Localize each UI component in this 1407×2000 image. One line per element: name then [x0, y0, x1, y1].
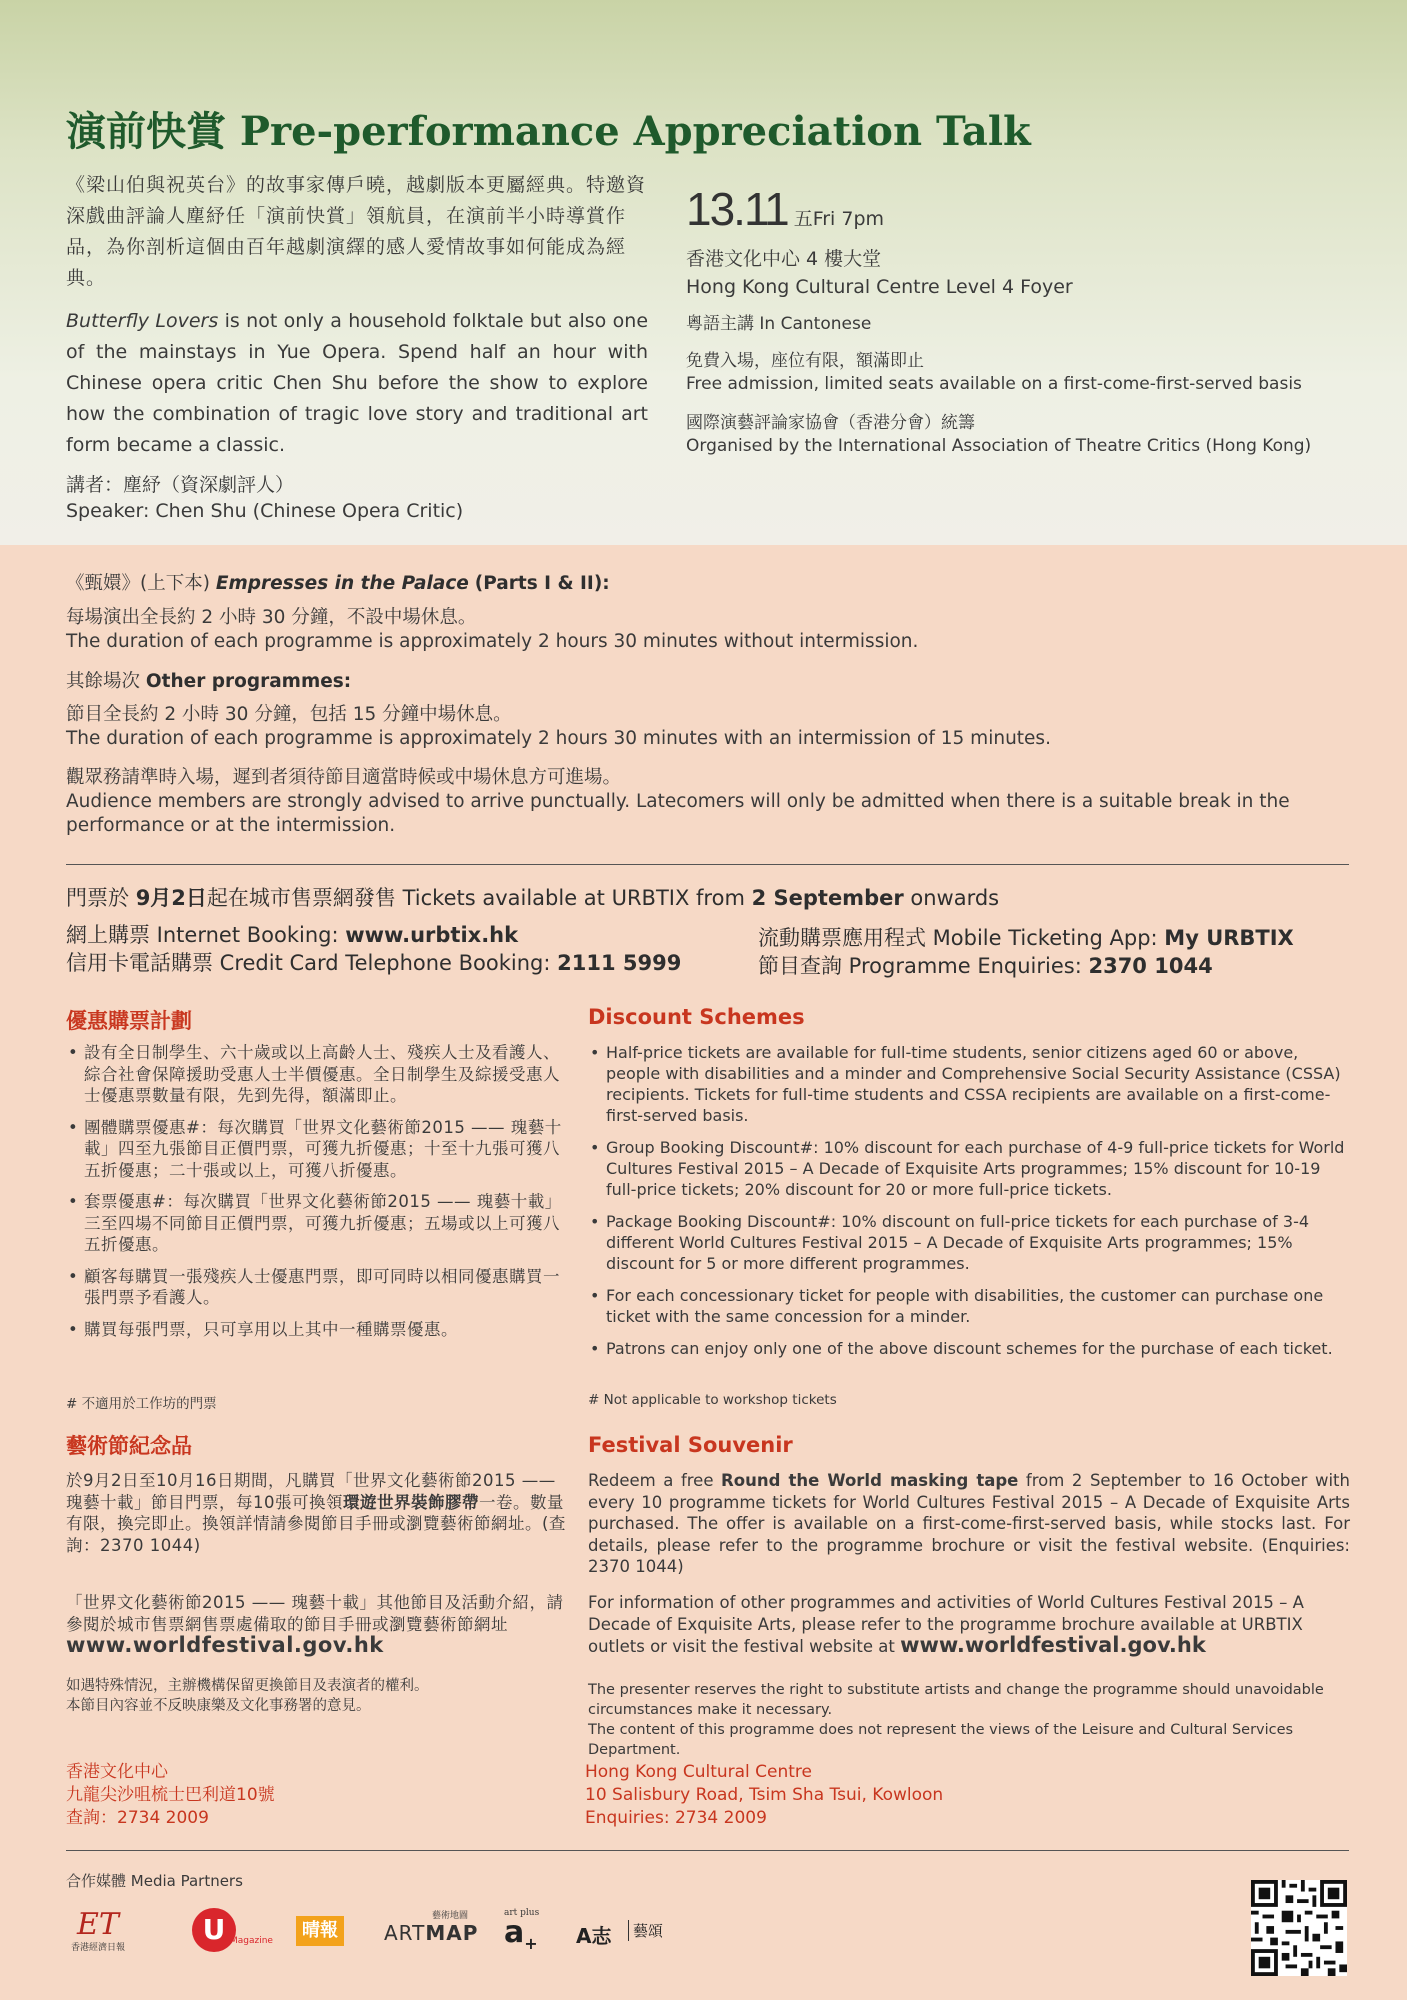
disclaimer-en: The presenter reserves the right to substitute artists and change the programme should unavoidable circumstances make it necessary. The content of this programme does not represent the views of the Leisure and Cultural Services Department.	[588, 1682, 1324, 1758]
other-heading: 其餘場次 Other programmes:	[66, 671, 352, 692]
disclaimer-zh: 如遇特殊情況，主辦機構保留更換節目及表演者的權利。 本節目內容並不反映康樂及文化事務署的意見。	[66, 1678, 429, 1714]
footnote-en: # Not applicable to workshop tickets	[588, 1392, 837, 1408]
mobile-app: 流動購票應用程式 Mobile Ticketing App: My URBTIX	[758, 926, 1294, 950]
discount-list-zh	[66, 1042, 566, 1350]
address-en: Hong Kong Cultural Centre 10 Salisbury Road, Tsim Sha Tsui, Kowloon Enquiries: 2734 2009	[585, 1762, 944, 1828]
other-duration: 節目全長約 2 小時 30 分鐘，包括 15 分鐘中場休息。 The duration of each programme is approximately 2 hours 30 minutes with an intermission of 15 minutes.	[66, 704, 1051, 749]
list-item: • 顧客每購買一張殘疾人士優惠門票，即可同時以相同優惠購買一張門票予看護人。	[66, 1266, 566, 1309]
divider-bottom	[66, 1850, 1349, 1851]
list-item: • 團體購票優惠#：每次購買「世界文化藝術節2015 —— 瑰藝十載」四至九張節目正價門票，可獲九折優惠；十至十九張可獲八五折優惠；二十張或以上，可獲八折優惠。	[66, 1117, 566, 1182]
list-item: • Patrons can enjoy only one of the above discount schemes for the purchase of each ticket.	[588, 1338, 1353, 1359]
speaker-zh: 講者：塵紓（資深劇評人）	[66, 474, 295, 496]
admission: 免費入場，座位有限，額滿即止 Free admission, limited seats available on a first-come-first-served basis	[686, 351, 1302, 394]
venue	[686, 245, 1073, 301]
speaker	[66, 472, 463, 524]
list-item: • 購買每張門票，只可享用以上其中一種購票優惠。	[66, 1319, 566, 1341]
urbtix-link[interactable]: www.urbtix.hk	[345, 923, 519, 947]
address-zh: 香港文化中心 九龍尖沙咀梳士巴利道10號 查詢：2734 2009	[66, 1762, 275, 1828]
hket-logo: ET 香港經濟日報	[70, 1907, 125, 1953]
page-title: 演前快賞 Pre-performance Appreciation Talk	[66, 108, 1031, 155]
souvenir-text-en: Redeem a free Round the World masking tape from 2 September to 16 October with every 10 programme tickets for World Cultures Festival 2015 – A Decade of Exquisite Arts purchased. The offer is available on a first-come-first-served basis, while stocks last. For details, please refer to the programme brochure or visit the festival website. (Enquiries: 2370 1044)	[588, 1471, 1350, 1576]
speaker-en: Speaker: Chen Shu (Chinese Opera Critic)	[66, 500, 464, 522]
date-number: 13.11	[686, 183, 788, 235]
more-info-en: For information of other programmes and activities of World Cultures Festival 2015 – A Decade of Exquisite Arts, please refer to the programme brochure available at URBTIX outlets or visit the festival website at www.worldfestival.gov.hk	[588, 1593, 1304, 1657]
day-time: 五Fri 7pm	[793, 208, 885, 230]
talk-title-italic: Butterfly Lovers	[66, 310, 219, 332]
empresses-heading: 《甄嬛》(上下本) Empresses in the Palace (Parts I & II):	[66, 573, 610, 594]
list-item: • Group Booking Discount#: 10% discount for each purchase of 4-9 full-price tickets for World Cultures Festival 2015 – A Decade of Exquisite Arts programmes; 15% discount for 10-19 full-price tickets; 20% discount for 20 or more full-price tickets.	[588, 1137, 1353, 1200]
talk-intro-en: Butterfly Lovers is not only a household folktale but also one of the mainstays in Yue Opera. Spend half an hour with Chinese opera critic Chen Shu before the show to explore how the combination of tragic love story and traditional art form became a classic.	[66, 310, 649, 456]
empresses-duration: 每場演出全長約 2 小時 30 分鐘，不設中場休息。 The duration of each programme is approximately 2 hours 30 minutes without intermission.	[66, 607, 919, 652]
internet-booking: 網上購票 Internet Booking: www.urbtix.hk	[66, 923, 519, 947]
souvenir-heading-en: Festival Souvenir	[588, 1433, 793, 1457]
punctual-notice: 觀眾務請準時入場，遲到者須待節目適當時候或中場休息方可進場。 Audience members are strongly advised to arrive punctually. Latecomers will only be admitted when there is a suitable break in the performance or at the intermission.	[66, 767, 1290, 836]
u-magazine-logo: U Magazine	[192, 1908, 262, 1952]
language: 粵語主講 In Cantonese	[686, 314, 872, 334]
talk-date	[686, 182, 884, 236]
souvenir-text-zh: 於9月2日至10月16日期間，凡購買「世界文化藝術節2015 —— 瑰藝十載」節目門票，每10張可換領環遊世界裝飾膠帶一卷。數量有限，換完即止。換領詳情請參閱節目手冊或瀏覽藝術節網址。(查詢：2370 1044)	[66, 1471, 566, 1555]
souvenir-heading-zh: 藝術節紀念品	[66, 1434, 192, 1458]
talk-intro-zh: 《梁山伯與祝英台》的故事家傳戶曉，越劇版本更屬經典。特邀資深戲曲評論人塵紓任「演前快賞」領航員，在演前半小時導賞作品，為你剖析這個由百年越劇演繹的感人愛情故事如何能成為經典。	[66, 174, 647, 289]
discount-heading-zh: 優惠購票計劃	[66, 1009, 192, 1033]
list-item: • 套票優惠#：每次購買「世界文化藝術節2015 —— 瑰藝十載」三至四場不同節目正價門票，可獲九折優惠；五場或以上可獲八五折優惠。	[66, 1191, 566, 1256]
festival-website-link-en[interactable]: www.worldfestival.gov.hk	[900, 1633, 1206, 1657]
media-partner-logos	[66, 1908, 686, 1968]
more-info-zh: 「世界文化藝術節2015 —— 瑰藝十載」其他節目及活動介紹，請參閱於城市售票網售票處備取的節目手冊或瀏覽藝術節網址www.worldfestival.gov.hk	[66, 1593, 564, 1657]
list-item: • Package Booking Discount#: 10% discount on full-price tickets for each purchase of 3-4 different World Cultures Festival 2015 – A Decade of Exquisite Arts programmes; 15% discount for 5 or more different programmes.	[588, 1211, 1353, 1274]
media-partners-label: 合作媒體 Media Partners	[66, 1872, 243, 1890]
programme-enquiries: 節目查詢 Programme Enquiries: 2370 1044	[758, 954, 1213, 978]
phone-booking: 信用卡電話購票 Credit Card Telephone Booking: 2111 5999	[66, 951, 682, 975]
list-item: • For each concessionary ticket for people with disabilities, the customer can purchase one ticket with the same concession for a minder.	[588, 1285, 1353, 1327]
tickets-availability: 門票於 9月2日起在城市售票網發售 Tickets available at URBTIX from 2 September onwards	[66, 886, 1000, 910]
discount-list-en	[588, 1042, 1353, 1370]
organiser: 國際演藝評論家協會（香港分會）統籌 Organised by the International Association of Theatre Critics (Hong Kong)	[686, 413, 1312, 456]
qr-code[interactable]	[1251, 1880, 1347, 1976]
discount-heading-en: Discount Schemes	[588, 1005, 805, 1029]
arts-news-logo: 藝頌	[628, 1920, 663, 1941]
list-item: • Half-price tickets are available for full-time students, senior citizens aged 60 or above, people with disabilities and a minder and Comprehensive Social Security Assistance (CSSA) recipients. Tickets for full-time students and CSSA recipients are available on a first-come-first-served basis.	[588, 1042, 1353, 1126]
footnote-zh: # 不適用於工作坊的門票	[66, 1396, 217, 1412]
list-item: • 設有全日制學生、六十歲或以上高齡人士、殘疾人士及看護人、綜合社會保障援助受惠人士半價優惠。全日制學生及綜援受惠人士優惠票數量有限，先到先得，額滿即止。	[66, 1042, 566, 1107]
venue-zh: 香港文化中心 4 樓大堂	[686, 248, 882, 270]
sky-post-logo: 晴報	[296, 1916, 344, 1946]
artmap-logo: 藝術地圖 ARTMAP	[384, 1911, 479, 1945]
divider-top	[66, 864, 1349, 865]
venue-en: Hong Kong Cultural Centre Level 4 Foyer	[686, 276, 1073, 298]
festival-website-link-zh[interactable]: www.worldfestival.gov.hk	[66, 1633, 384, 1657]
artplus-logo: art plus $a_+$	[504, 1908, 540, 1953]
a-zhi-logo: A志	[576, 1924, 612, 1948]
